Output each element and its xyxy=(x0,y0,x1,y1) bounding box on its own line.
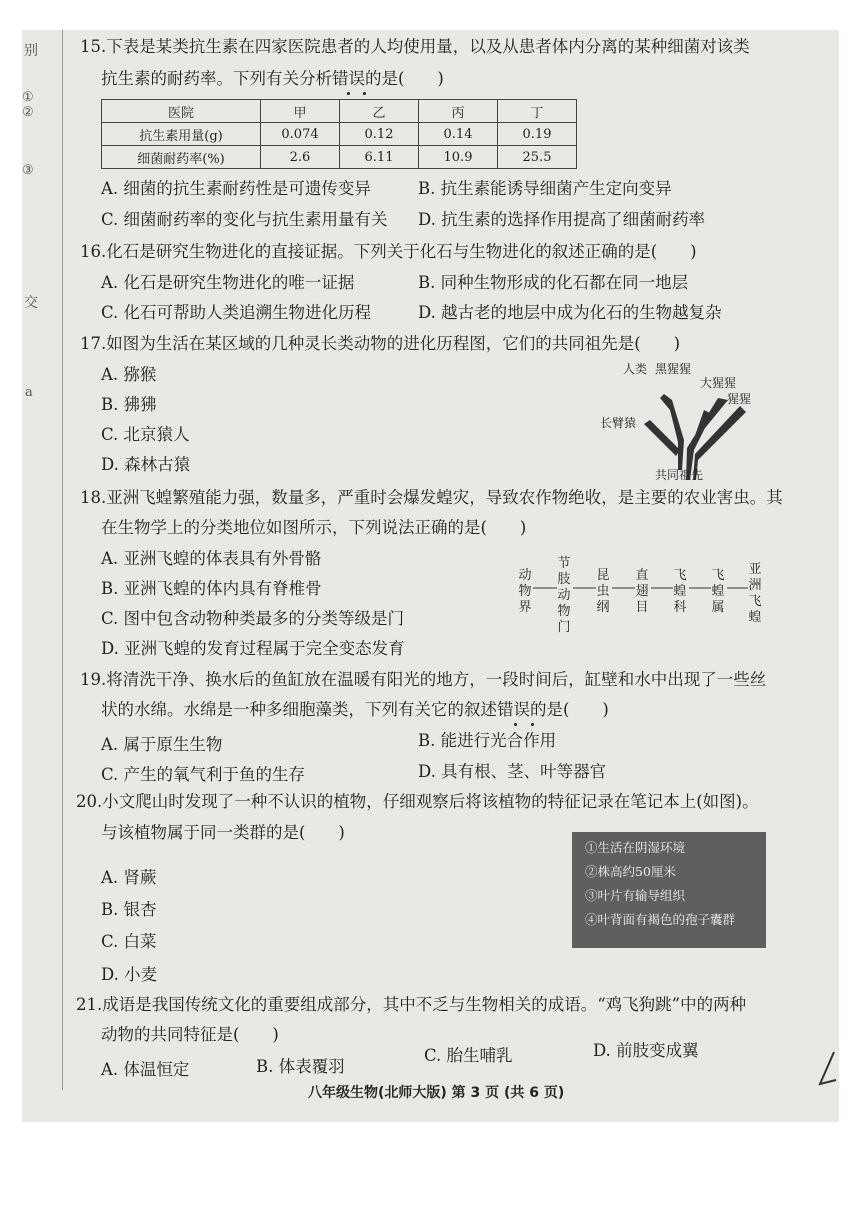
table-cell: 丙 xyxy=(419,100,498,123)
question-18-stem: 在生物学上的分类地位如图所示，下列说法正确的是( ) xyxy=(101,518,527,537)
taxon-label: 动物界 xyxy=(518,568,532,615)
taxon-label: 昆虫纲 xyxy=(596,568,610,615)
table-cell: 丁 xyxy=(498,100,577,123)
margin-mark: 交 xyxy=(24,295,38,311)
note-line: ③叶片有输导组织 xyxy=(585,888,686,903)
margin-mark: a xyxy=(25,385,33,400)
option-a: A. 细菌的抗生素耐药性是可遗传变异 xyxy=(101,179,371,198)
taxon-label: 飞蝗科 xyxy=(673,568,687,615)
table-cell: 乙 xyxy=(340,100,419,123)
table-cell: 25.5 xyxy=(498,146,577,169)
option-b: B. 同种生物形成的化石都在同一地层 xyxy=(418,273,689,292)
tree-label-chimp: 黑猩猩 xyxy=(655,362,692,376)
taxon-label: 节肢动物门 xyxy=(557,556,571,635)
option-a: A. 属于原生生物 xyxy=(101,735,223,754)
option-a: A. 亚洲飞蝗的体表具有外骨骼 xyxy=(101,549,322,568)
table-cell: 0.12 xyxy=(340,123,419,146)
tree-label-gorilla: 大猩猩 xyxy=(700,376,737,390)
table-cell: 0.074 xyxy=(261,123,340,146)
table-cell: 细菌耐药率(%) xyxy=(102,146,261,169)
option-a: A. 化石是研究生物进化的唯一证据 xyxy=(101,273,355,292)
question-19-stem: 状的水绵。水绵是一种多细胞藻类，下列有关它的叙述错误的是( ) xyxy=(101,700,609,719)
option-d: D. 具有根、茎、叶等器官 xyxy=(418,762,607,781)
option-c: C. 北京猿人 xyxy=(101,425,190,444)
binding-line xyxy=(62,30,63,1090)
tree-label-orangutan: 猩猩 xyxy=(727,392,752,406)
option-c: C. 胎生哺乳 xyxy=(424,1046,513,1065)
option-a: A. 肾蕨 xyxy=(101,868,157,887)
page-footer: 八年级生物(北师大版) 第 3 页 (共 6 页) xyxy=(308,1085,565,1101)
note-line: ①生活在阴湿环境 xyxy=(585,840,686,855)
emphasis-dot xyxy=(347,92,350,95)
question-20-stem: 与该植物属于同一类群的是( ) xyxy=(101,823,345,842)
option-a: A. 体温恒定 xyxy=(101,1060,190,1079)
tree-label-human: 人类 xyxy=(623,362,648,376)
option-d: D. 前肢变成翼 xyxy=(593,1041,699,1060)
option-b: B. 体表覆羽 xyxy=(256,1057,345,1076)
table-cell: 抗生素用量(g) xyxy=(102,123,261,146)
question-19-stem: 19.将清洗干净、换水后的鱼缸放在温暖有阳光的地方，一段时间后，缸壁和水中出现了一些丝 xyxy=(80,670,767,689)
question-20-stem: 20.小文爬山时发现了一种不认识的植物，仔细观察后将该植物的特征记录在笔记本上(如图)。 xyxy=(76,792,759,811)
option-b: B. 银杏 xyxy=(101,900,157,919)
emphasis-dot xyxy=(531,723,534,726)
option-d: D. 小麦 xyxy=(101,965,158,984)
table-row xyxy=(102,100,577,123)
question-15-stem: 抗生素的耐药率。下列有关分析错误的是( ) xyxy=(101,69,444,88)
table-cell: 0.19 xyxy=(498,123,577,146)
table-cell: 10.9 xyxy=(419,146,498,169)
emphasis-dot xyxy=(363,92,366,95)
table-row xyxy=(102,146,577,169)
option-d: D. 越古老的地层中成为化石的生物越复杂 xyxy=(418,303,722,322)
option-c: C. 图中包含动物种类最多的分类等级是门 xyxy=(101,609,405,628)
option-d: D. 亚洲飞蝗的发育过程属于完全变态发育 xyxy=(101,639,405,658)
option-b: B. 狒狒 xyxy=(101,395,157,414)
option-b: B. 能进行光合作用 xyxy=(418,731,557,750)
table-cell: 2.6 xyxy=(261,146,340,169)
question-18-stem: 18.亚洲飞蝗繁殖能力强，数量多，严重时会爆发蝗灾，导致农作物绝收，是主要的农业害虫。其 xyxy=(80,488,783,507)
option-c: C. 化石可帮助人类追溯生物进化历程 xyxy=(101,303,372,322)
antibiotic-table xyxy=(101,99,577,169)
option-b: B. 亚洲飞蝗的体内具有脊椎骨 xyxy=(101,579,322,598)
note-line: ④叶背面有褐色的孢子囊群 xyxy=(585,912,736,927)
question-21-stem: 21.成语是我国传统文化的重要组成部分，其中不乏与生物相关的成语。“鸡飞狗跳”中的两种 xyxy=(76,995,747,1014)
option-d: D. 森林古猿 xyxy=(101,455,191,474)
question-15-stem: 15.下表是某类抗生素在四家医院患者的人均使用量，以及从患者体内分离的某种细菌对该类 xyxy=(80,37,750,56)
taxon-label: 飞蝗属 xyxy=(711,568,725,615)
table-row xyxy=(102,123,577,146)
table-cell: 甲 xyxy=(261,100,340,123)
option-a: A. 猕猴 xyxy=(101,365,157,384)
margin-mark: 别 xyxy=(24,43,38,59)
tree-label-ancestor: 共同祖先 xyxy=(655,468,704,482)
margin-mark: ① xyxy=(22,90,34,105)
table-cell: 医院 xyxy=(102,100,261,123)
margin-mark: ③ xyxy=(22,163,34,178)
taxon-label: 直翅目 xyxy=(635,568,649,615)
table-cell: 6.11 xyxy=(340,146,419,169)
note-line: ②株高约50厘米 xyxy=(585,864,676,879)
question-17-stem: 17.如图为生活在某区域的几种灵长类动物的进化历程图，它们的共同祖先是( ) xyxy=(80,334,681,353)
option-c: C. 产生的氧气利于鱼的生存 xyxy=(101,765,306,784)
pen-stroke-mark xyxy=(812,1050,838,1090)
emphasis-dot xyxy=(514,723,517,726)
question-21-stem: 动物的共同特征是( ) xyxy=(101,1025,279,1044)
option-c: C. 白菜 xyxy=(101,932,157,951)
question-16-stem: 16.化石是研究生物进化的直接证据。下列关于化石与生物进化的叙述正确的是( ) xyxy=(80,242,697,261)
tree-label-gibbon: 长臂猿 xyxy=(600,416,637,430)
margin-mark: ② xyxy=(22,105,34,120)
table-cell: 0.14 xyxy=(419,123,498,146)
taxonomy-connectors xyxy=(530,585,754,591)
option-c: C. 细菌耐药率的变化与抗生素用量有关 xyxy=(101,210,388,229)
option-b: B. 抗生素能诱导细菌产生定向变异 xyxy=(418,179,672,198)
taxon-label: 亚洲飞蝗 xyxy=(748,562,762,625)
option-d: D. 抗生素的选择作用提高了细菌耐药率 xyxy=(418,210,706,229)
